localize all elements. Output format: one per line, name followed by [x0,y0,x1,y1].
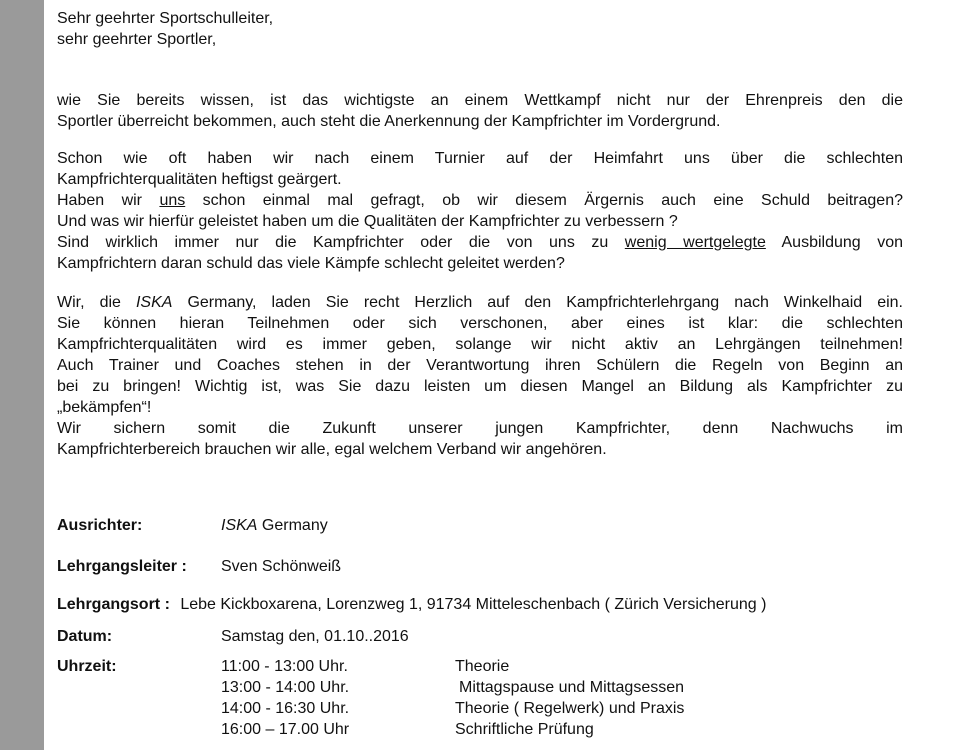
info-lehrgangsort [57,594,766,615]
underlined-text: uns [159,192,186,209]
schedule-topic: Mittagspause und Mittagsessen [459,679,685,696]
text-line: Kampfrichterqualitäten heftigst geärgert. [57,171,342,188]
paragraph-referees [57,148,903,274]
info-ausrichter [57,515,328,536]
text-line: Wir sichern somit die Zukunft unserer jungen Kampfrichter, denn Nachwuchs im [57,420,903,437]
salutation [57,8,273,50]
salutation-line: sehr geehrter Sportler, [57,31,217,48]
text-fragment: Wir, die [57,294,136,311]
info-label: Datum: [57,628,113,645]
text-line: Und was wir hierfür geleistet haben um die Qualitäten der Kampfrichter zu verbessern ? [57,213,678,230]
text-line: Sie können hieran Teilnehmen oder sich verschonen, aber eines ist klar: die schlechten [57,315,903,332]
italic-text: ISKA [135,294,173,311]
schedule-time: 11:00 - 13:00 Uhr. [221,658,348,675]
text-line: Sportler überreicht bekommen, auch steht die Anerkennung der Kampfrichter im Vordergrund. [57,113,721,130]
info-value: Lebe Kickboxarena, Lorenzweg 1, 91734 Mitteleschenbach ( Zürich Versicherung ) [180,596,767,613]
schedule-row [221,719,821,740]
text-fragment: Germany [257,517,328,534]
schedule-time: 13:00 - 14:00 Uhr. [221,679,350,696]
text-line: wie Sie bereits wissen, ist das wichtigste an einem Wettkampf nicht nur der Ehrenpreis den die [57,92,903,109]
italic-text: ISKA [221,517,258,534]
info-label: Lehrgangsleiter : [57,558,187,575]
text-line [57,292,903,313]
text-line: Schon wie oft haben wir nach einem Turnier auf der Heimfahrt uns über die schlechten [57,150,903,167]
schedule-table [221,656,821,740]
schedule-row [221,656,821,677]
info-label: Uhrzeit: [57,658,117,675]
paragraph-invitation [57,292,903,460]
info-label: Ausrichter: [57,517,143,534]
text-fragment: Ausbildung von [765,234,904,251]
text-line [57,232,903,253]
info-value: Samstag den, 01.10..2016 [221,628,409,645]
schedule-topic: Theorie ( Regelwerk) und Praxis [455,700,685,717]
paragraph-intro [57,90,903,132]
schedule-row [221,698,821,719]
info-value [221,515,328,536]
schedule-topic: Schriftliche Prüfung [455,721,594,738]
text-fragment: Sind wirklich immer nur die Kampfrichter oder die von uns zu [57,234,625,251]
text-line: Kampfrichterbereich brauchen wir alle, egal welchem Verband wir angehören. [57,441,607,458]
text-line: „bekämpfen“! [57,399,152,416]
salutation-line: Sehr geehrter Sportschulleiter, [57,10,274,27]
schedule-topic: Theorie [455,658,510,675]
text-line: Kampfrichtern daran schuld das viele Kämpfe schlecht geleitet werden? [57,255,565,272]
text-line: Kampfrichterqualitäten wird es immer geben, solange wir nicht aktiv an Lehrgängen teilnehmen! [57,336,903,353]
info-datum [57,626,409,647]
info-value: Sven Schönweiß [221,558,342,575]
underlined-text: wenig wertgelegte [624,234,766,251]
schedule-time: 16:00 – 17.00 Uhr [221,721,350,738]
schedule-row [221,677,821,698]
page-margin-bar [0,0,44,750]
text-line: Auch Trainer und Coaches stehen in der Verantwortung ihren Schülern die Regeln von Beginn an [57,357,903,374]
info-lehrgangsleiter [57,556,342,577]
text-fragment: schon einmal mal gefragt, ob wir diesem Ärgernis auch eine Schuld beitragen? [185,192,903,209]
text-line: bei zu bringen! Wichtig ist, was Sie dazu leisten um diesen Mangel an Bildung als Kampfrichter zu [57,378,903,395]
info-label: Lehrgangsort : [57,596,170,613]
schedule-time: 14:00 - 16:30 Uhr. [221,700,350,717]
text-fragment: Germany, laden Sie recht Herzlich auf den Kampfrichterlehrgang nach Winkelhaid ein. [172,294,903,311]
info-uhrzeit [57,656,117,677]
text-line [57,190,903,211]
text-fragment: Haben wir [57,192,160,209]
